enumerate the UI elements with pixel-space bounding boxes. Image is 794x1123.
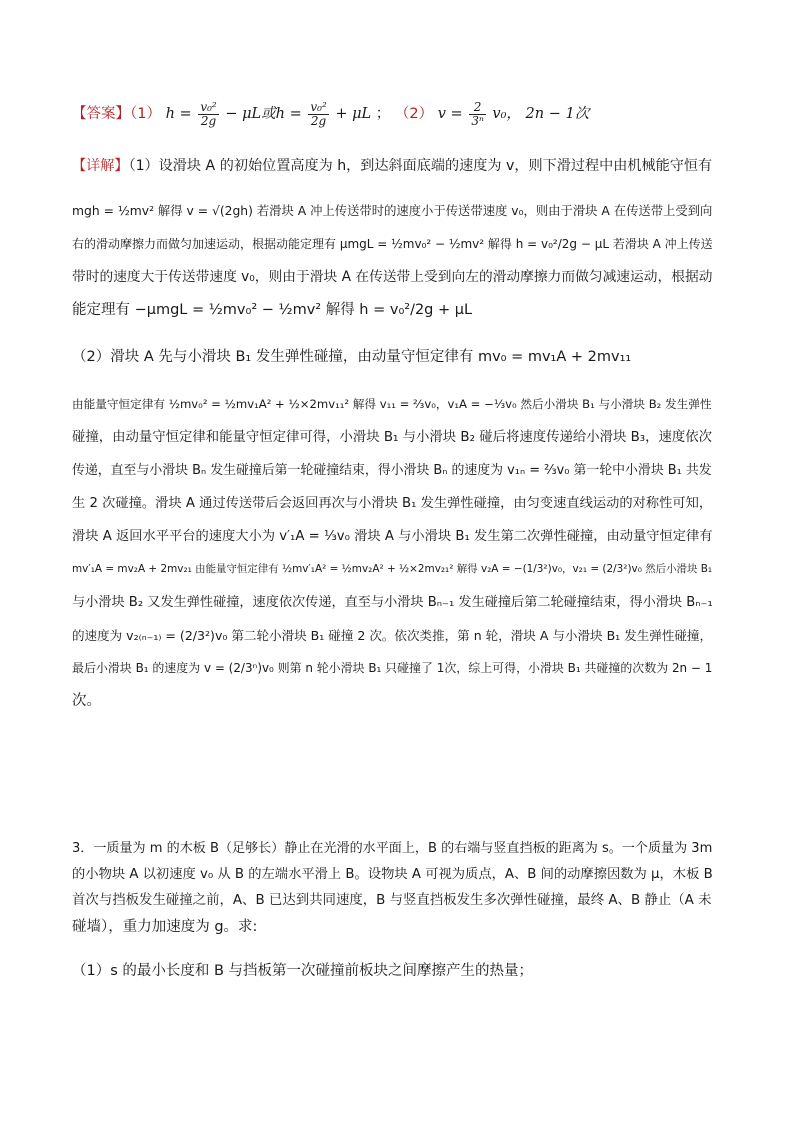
detail-line: 【详解】（1）设滑块 A 的初始位置高度为 h，到达斜面底端的速度为 v，则下滑过程中由机械能守恒有	[72, 158, 713, 174]
answer-v: v =	[437, 106, 463, 122]
detail-line: mv′₁A = mv₂A + 2mv₂₁ 由能量守恒定律有 ½mv′₁A² = ½mv₂A² + ½×2mv₂₁² 解得 v₂A = −(1/3²)v₀，v₂₁ = (2/3²)v₀ 然后小滑块 B₁	[72, 563, 713, 575]
answer-h2-post: + μL	[335, 106, 372, 122]
detail-line: 最后小滑块 B₁ 的速度为 v = (2/3ⁿ)v₀ 则第 n 轮小滑块 B₁ 只碰撞了 1次，综上可得，小滑块 B₁ 共碰撞的次数为 2n − 1	[72, 661, 713, 675]
answer-h1-pre: h =	[165, 106, 192, 122]
detail-line: 带时的速度大于传送带速度 v₀，则由于滑块 A 在传送带上受到向左的滑动摩擦力而做匀减速运动，根据动	[72, 269, 713, 285]
detail-line: 滑块 A 返回水平平台的速度大小为 v′₁A = ⅓v₀ 滑块 A 与小滑块 B₁ 发生第二次弹性碰撞，由动量守恒定律有	[72, 529, 713, 544]
answer-frac-1: $\frac{\text{v₀²}}{2g}$	[200, 99, 217, 128]
question-line: 首次与挡板发生碰撞之前，A、B 已达到共同速度，B 与竖直挡板发生多次弹性碰撞，最终 A、B 静止（A 未	[72, 893, 712, 908]
question-line: 碰墙），重力加速度为 g。求:	[72, 919, 258, 935]
detail-line: 能定理有 −μmgL = ½mv₀² − ½mv² 解得 h = v₀²/2g + μL	[72, 302, 473, 318]
detail-line: 传递，直至与小滑块 Bₙ 发生碰撞后第一轮碰撞结束，得小滑块 Bₙ 的速度为 v₁ₙ = ⅔v₀ 第一轮中小滑块 B₁ 共发	[72, 463, 712, 478]
detail-line: 由能量守恒定律有 ½mv₀² = ½mv₁A² + ½×2mv₁₁² 解得 v₁₁ = ⅔v₀，v₁A = −⅓v₀ 然后小滑块 B₁ 与小滑块 B₂ 发生弹性	[72, 397, 712, 411]
answer-part1-label: （1）	[130, 106, 161, 122]
detail-line: mgh = ½mv² 解得 v = √(2gh) 若滑块 A 冲上传送带时的速度小于传送带速度 v₀，则由于滑块 A 在传送带上受到向	[72, 204, 713, 218]
detail-section	[72, 150, 726, 718]
question-line: 3．一质量为 m 的木板 B（足够长）静止在光滑的水平面上，B 的右端与竖直挡板的距离为 s。一个质量为 3m	[72, 841, 713, 856]
question-line: 的小物块 A 以初速度 v₀ 从 B 的左端水平滑上 B。设物块 A 可视为质点，A、B 间的动摩擦因数为 μ，木板 B	[72, 867, 713, 882]
detail-tag: 【详解】	[72, 158, 129, 174]
detail-line: 生 2 次碰撞。滑块 A 通过传送带后会返回再次与小滑块 B₁ 发生弹性碰撞，由匀变速直线运动的对称性可知，	[72, 496, 713, 511]
answer-sep: ；	[375, 106, 391, 122]
answer-v-post: v₀，	[492, 106, 521, 122]
answer-tag: 【答案】	[72, 106, 130, 122]
question-line: （1）s 的最小长度和 B 与挡板第一次碰撞前板块之间摩擦产生的热量；	[72, 963, 534, 979]
detail-line: 碰撞，由动量守恒定律和能量守恒定律可得，小滑块 B₁ 与小滑块 B₂ 碰后将速度传递给小滑块 B₃，速度依次	[72, 430, 712, 445]
answer-frac-3: $\frac{2}{\text{3ⁿ}}$	[471, 99, 484, 128]
answer-part2-label: （2）	[394, 106, 434, 122]
detail-line: 右的滑动摩擦力而做匀加速运动，根据动能定理有 μmgL = ½mv₀² − ½mv² 解得 h = v₀²/2g − μL 若滑块 A 冲上传送	[72, 237, 713, 251]
detail-line: 与小滑块 B₂ 又发生弹性碰撞，速度依次传递，直至与小滑块 Bₙ₋₁ 发生碰撞后第二轮碰撞结束，得小滑块 Bₙ₋₁	[72, 595, 713, 610]
answer-count: 2n − 1次	[525, 106, 590, 122]
answer-h1-post: − μL或h =	[225, 106, 302, 122]
answer-line	[72, 98, 726, 131]
question-section	[72, 836, 726, 984]
detail-line: 的速度为 v₂₍ₙ₋₁₎ = (2/3²)v₀ 第二轮小滑块 B₁ 碰撞 2 次。依次类推，第 n 轮，滑块 A 与小滑块 B₁ 发生弹性碰撞，	[72, 628, 713, 643]
detail-line: 次。	[72, 693, 101, 709]
detail-line: （2）滑块 A 先与小滑块 B₁ 发生弹性碰撞，由动量守恒定律有 mv₀ = mv₁A + 2mv₁₁	[72, 349, 632, 365]
answer-frac-2: $\frac{\text{v₀²}}{2g}$	[310, 99, 327, 128]
